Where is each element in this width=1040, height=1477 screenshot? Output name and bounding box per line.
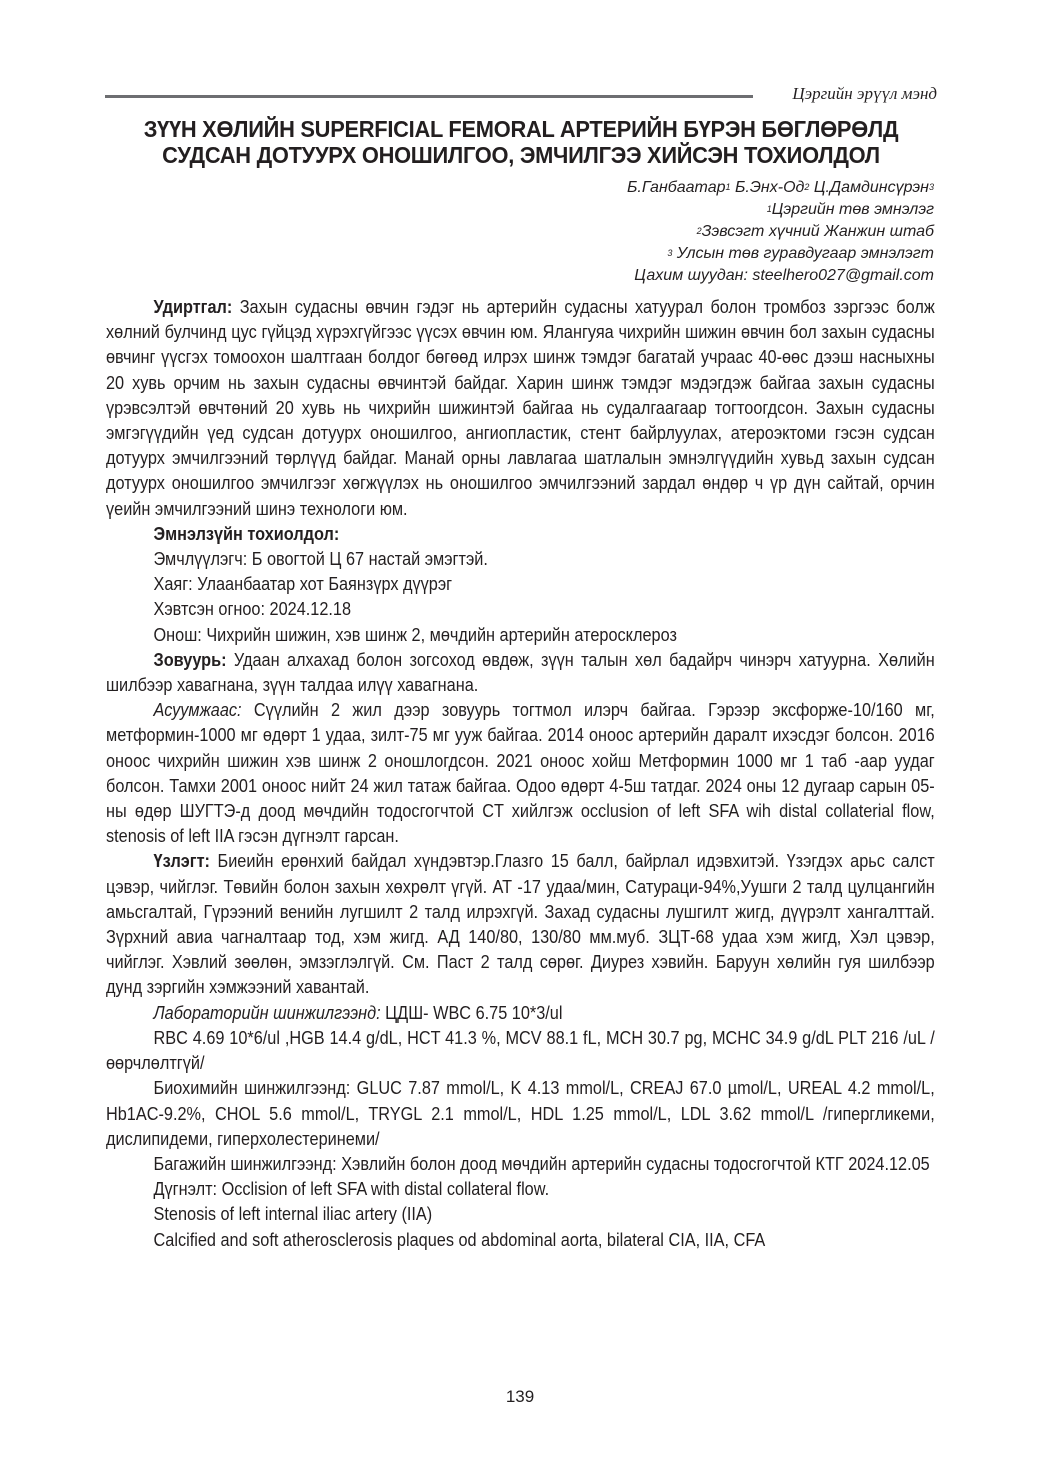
author-name: Б.Ганбаатар [627,179,726,196]
conclusion-line-3: Calcified and soft atherosclerosis plaques od abdominal aorta, bilateral CIA, IIA, CFA [153,1228,766,1250]
labs-label: Лабораторийн шинжилгээнд: [153,1001,381,1023]
labs-instrumental: Багажийн шинжилгээнд: Хэвлийн болон доод мөчдийн артерийн судасны тодосгогчтой КТГ 2024.12.05 [153,1152,930,1174]
conclusion-line-2: Stenosis of left internal iliac artery (IIA) [153,1203,433,1225]
complaint-paragraph [106,647,935,697]
case-heading-text: Эмнэлзүйн тохиолдол: [153,522,340,544]
author-sup: 1 [725,182,731,192]
header-rule [105,95,753,98]
running-header [105,84,937,106]
author-email[interactable]: Цахим шуудан: steelhero027@gmail.com [634,267,934,284]
case-patient: Эмчлүүлэгч: Б овогтой Ц 67 настай эмэгтэй. [153,548,488,570]
article-title [129,116,912,168]
exam-paragraph [106,848,935,999]
page-number: 139 [505,1387,535,1406]
affiliation [627,243,934,265]
author-list [627,177,934,199]
labs-biochem: Биохимийн шинжилгээнд: GLUC 7.87 mmol/L, K 4.13 mmol/L, CREAJ 67.0 µmol/L, UREAL 4.2 mmol/L, Hb1AC-9.2%, CHOL 5.6 mmol/L, TRYGL 2.1 mmol/L, HDL 1.25 mmol/L, LDL 3.62 mmol/L /гипергликеми, дислипидеми, гиперхолестеринеми/ [106,1077,935,1149]
affiliation-text: Улсын төв гуравдугаар эмнэлэгт [672,245,934,262]
intro-text: Захын судасны өвчин гэдэг нь артерийн судасны хатуурал болон тромбоз зэргээс болж хөлний булчинд цус гүйцэд хүрэхгүйгээс үүсэх өвчин юм. Ялангуяа чихрийн шижин өвчин бол захын судасны өвчинг үүсгэх томоохон шалтгаан болдог бөгөөд илрэх шинж тэмдэг багатай учраас 40-өөс дээш насныхны 20 хувь орчим нь захын судасны өвчинтэй байдаг. Харин шинж тэмдэг мэдэгдэж байгаа захын судасны үрэвсэлтэй өвчтөний 20 хувь нь чихрийн шижинтэй байгаа нь судалгаагаар тогтоогдсон. Захын судасны эмгэгүүдийн үед судсан дотуурх оношилгоо, ангиопластик, стент байрлуулах, атероэктоми гэсэн судсан дотуурх эмчилгээний төрлүүд байдаг. Манай орны лавлагаа шатлалын эмнэлгүүдийн хувьд захын судсан дотуурх оношилгоо эмчилгээг хөгжүүлэх нь оношилгоо эмчилгээний зардал өндөр ч үр дүн сайтай, орчин үеийн эмчилгээний шинэ технологи юм. [106,296,935,519]
author-block [627,177,934,287]
author-sup: 3 [928,182,934,192]
history-label: Асуумжаас: [153,699,242,721]
complaint-text: Удаан алхахад болон зогсоход өвдөж, зүүн талын хөл бадайрч чинэрч хатуурна. Хөлийн шилбээр хавагнана, зүүн талдаа илүү хавагнана. [106,648,935,696]
conclusion-label: Дүгнэлт: [153,1178,218,1200]
complaint-label: Зовуурь: [153,648,227,670]
case-admission-date: Хэвтсэн огноо: 2024.12.18 [153,598,352,620]
affiliation [627,221,934,243]
journal-name: Цэргийн эрүүл мэнд [792,84,937,103]
exam-text: Биеийн ерөнхий байдал хүндэвтэр.Глазго 15 балл, байрлал идэвхитэй. Үзэгдэх арьс салст цэвэр, чийглэг. Төвийн болон захын хөхрөлт үгүй. АТ -17 удаа/мин, Сатураци-94%,Уушги 2 талд цулцангийн амьсгалтай, Гүрээний венийн лугшилт 2 талд илрэхгүй. Захад судасны лушгилт жигд, дүүрэлт хангалттай. Зүрхний авиа чагналтаар тод, хэм жигд. АД 140/80, 130/80 мм.муб. ЗЦТ-68 удаа хэм жигд, Хэл цэвэр, чийглэг. Хэвлий зөөлөн, эмзэглэлгүй. См. Паст 2 талд сөрөг. Диурез хэвийн. Баруун хөлийн гуя шилбээр дунд зэргийн хэмжээний хавантай. [106,850,935,998]
affiliation-sup: 1 [766,204,772,214]
author-sup: 2 [804,182,810,192]
author-name: Б.Энх-Од [734,179,805,196]
affiliation-sup: 3 [667,248,673,258]
affiliation-text: Цэргийн төв эмнэлэг [771,201,934,218]
affiliation [627,199,934,221]
history-paragraph [106,697,935,848]
title-line-2: СУДСАН ДОТУУРХ ОНОШИЛГОО, ЭМЧИЛГЭЭ ХИЙСЭН ТОХИОЛДОЛ [162,142,880,168]
exam-label: Үзлэгт: [153,850,210,872]
affiliation-sup: 2 [696,226,702,236]
labs-cbc: RBC 4.69 10*6/ul ,HGB 14.4 g/dL, HCT 41.3 %, MCV 88.1 fL, MCH 30.7 pg, MCHC 34.9 g/dL PLT 216 /uL /өөрчлөлтгүй/ [106,1026,935,1074]
intro-label: Удиртгал: [153,296,233,317]
title-line-1: ЗҮҮН ХӨЛИЙН SUPERFICIAL FEMORAL АРТЕРИЙН БҮРЭН БӨГЛӨРӨЛД [143,116,899,142]
affiliation-text: Зэвсэгт хүчний Жанжин штаб [701,223,934,240]
intro-paragraph [106,294,935,521]
labs-intro [106,1000,935,1025]
case-diagnosis: Онош: Чихрийн шижин, хэв шинж 2, мөчдийн артерийн атеросклероз [153,623,677,645]
conclusion-line-1 [106,1176,935,1201]
history-text: Сүүлийн 2 жил дээр зовуурь тогтмол илэрч байгаа. Гэрээр эксфорже-10/160 мг, метформин-1000 мг өдөрт 1 удаа, зилт-75 мг ууж байгаа. 2014 оноос артерийн даралт ихэсдэг болсон. 2016 оноос чихрийн шижин хэв шинж 2 оношлогдсон. 2021 оноос хойш Метформин 1000 мг 1 таб -аар уудаг болсон. Тамхи 2001 оноос нийт 24 жил татаж байгаа. Одоо өдөрт 4-5ш татдаг. 2024 оны 12 дугаар сарын 05-ны өдөр ШУГТЭ-д доод мөчдийн тодосгогчтой CT хийлгэж occlusion of left SFA wih distal collaterial flow, stenosis of left IIA гэсэн дүгнэлт гарсан. [106,699,935,847]
case-address: Хаяг: Улаанбаатар хот Баянзүрх дүүрэг [153,573,453,595]
article-body [106,294,935,1252]
case-heading [106,521,935,546]
conclusion-text: Occlision of left SFA with distal collateral flow. [217,1178,550,1200]
labs-cbc-intro: ЦДШ- WBC 6.75 10*3/ul [380,1001,563,1023]
author-name: Ц.Дамдинсүрэн [813,179,929,196]
